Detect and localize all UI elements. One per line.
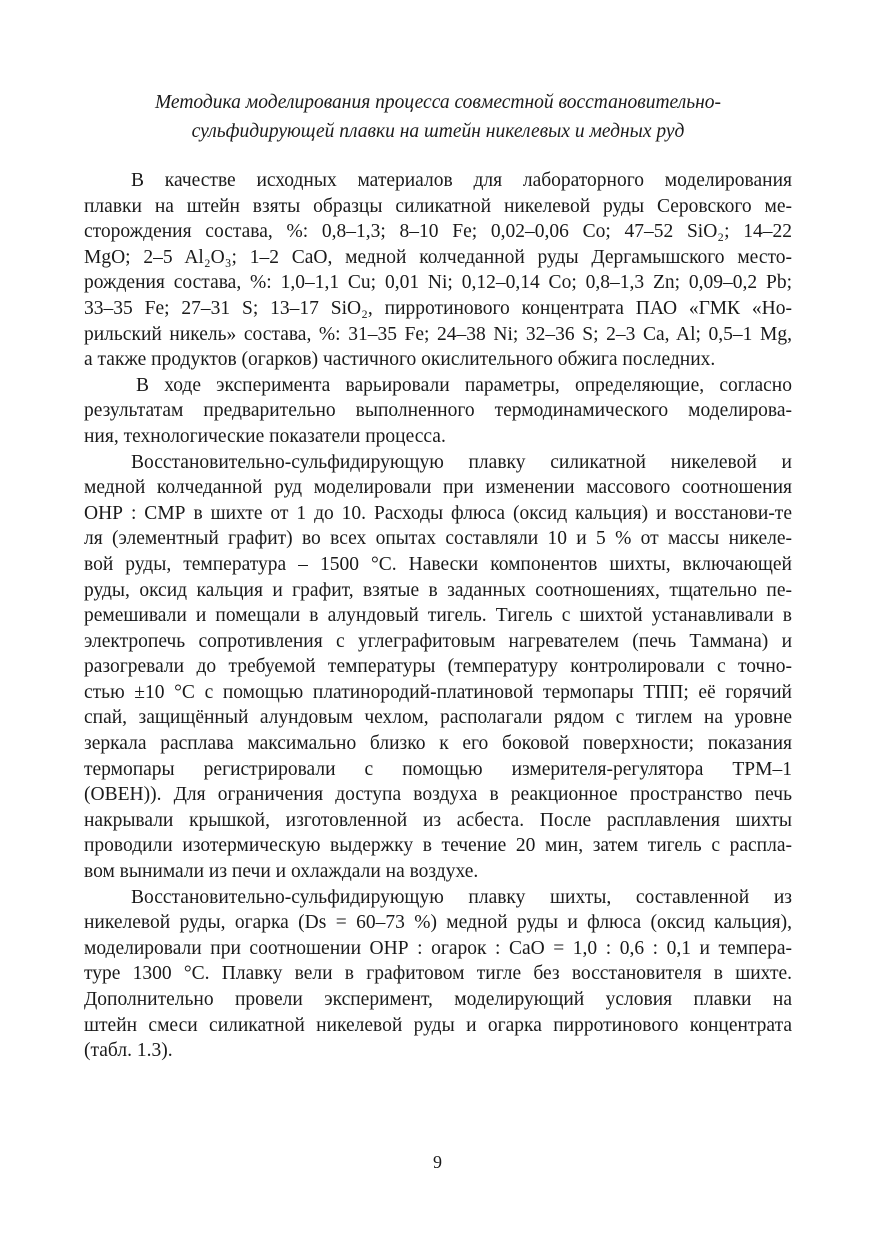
text-line: 33–35 Fe; 27–31 S; 13–17 SiO₂, пирротинового концентрата ПАО «ГМК «Но-	[84, 297, 792, 319]
text-line: В ходе эксперимента варьировали параметры, определяющие, согласно	[136, 374, 792, 396]
text-line: рильский никель» состава, %: 31–35 Fe; 24–38 Ni; 32–36 S; 2–3 Ca, Al; 0,5–1 Mg,	[84, 323, 792, 345]
text-line: сторождения состава, %: 0,8–1,3; 8–10 Fe; 0,02–0,06 Co; 47–52 SiO₂; 14–22	[84, 221, 792, 243]
text-line: Дополнительно провели эксперимент, моделирующий условия плавки на	[84, 989, 792, 1010]
paragraph	[84, 168, 792, 373]
text-line: ния, технологические показатели процесса.	[84, 425, 446, 447]
text-line: вом вынимали из печи и охлаждали на воздухе.	[84, 861, 479, 883]
text-line: Восстановительно-сульфидирующую плавку шихты, составленной из	[131, 886, 792, 908]
paragraph	[84, 885, 792, 1064]
heading-line-2: сульфидирующей плавки на штейн никелевых и медных руд	[191, 121, 685, 142]
text-line: моделировали при соотношении ОНР : огарок : CaO = 1,0 : 0,6 : 0,1 и темпера-	[84, 937, 792, 959]
text-line: (табл. 1.3).	[84, 1040, 173, 1062]
text-line: ОНР : СМР в шихте от 1 до 10. Расходы флюса (оксид кальция) и восстанови-те	[84, 502, 792, 524]
text-line: проводили изотермическую выдержку в течение 20 мин, затем тигель с распла-	[84, 835, 792, 857]
text-line: электропечь сопротивления с углеграфитовым нагревателем (печь Таммана) и	[84, 630, 792, 652]
text-line: штейн смеси силикатной никелевой руды и огарка пирротинового концентрата	[84, 1014, 792, 1036]
text-line: вой руды, температура – 1500 °С. Навески компонентов шихты, включающей	[84, 553, 792, 575]
text-line: спай, защищённый алундовым чехлом, располагали рядом с тиглем на уровне	[84, 707, 792, 729]
text-line: MgO; 2–5 Al₂O₃; 1–2 CaO, медной колчеданной руды Дергамышского место-	[84, 246, 792, 268]
text-line: плавки на штейн взяты образцы силикатной никелевой руды Серовского ме-	[84, 195, 792, 217]
text-line: никелевой руды, огарка (Ds = 60–73 %) медной руды и флюса (оксид кальция),	[84, 912, 792, 934]
heading-line-1: Методика моделирования процесса совместной восстановительно-	[154, 92, 722, 113]
text-line: В качестве исходных материалов для лабораторного моделирования	[131, 170, 792, 191]
section-heading	[84, 88, 792, 146]
text-line: рождения состава, %: 1,0–1,1 Cu; 0,01 Ni; 0,12–0,14 Co; 0,8–1,3 Zn; 0,09–0,2 Pb;	[84, 272, 792, 294]
text-line: термопары регистрировали с помощью измерителя-регулятора ТРМ–1	[84, 758, 792, 780]
text-line: а также продуктов (огарков) частичного окислительного обжига последних.	[84, 349, 716, 371]
text-line: накрывали крышкой, изготовленной из асбеста. После расплавления шихты	[84, 809, 792, 831]
text-line: (ОВЕН)). Для ограничения доступа воздуха в реакционное пространство печь	[84, 784, 792, 806]
text-line: результатам предварительно выполненного термодинамического моделирова-	[84, 400, 792, 422]
body-text	[84, 168, 792, 1064]
text-line: ремешивали и помещали в алундовый тигель. Тигель с шихтой устанавливали в	[84, 605, 792, 627]
page-number: 9	[433, 1152, 442, 1172]
text-line: зеркала расплава максимально близко к его боковой поверхности; показания	[84, 733, 792, 755]
paragraph	[84, 450, 792, 885]
text-line: разогревали до требуемой температуры (температуру контролировали с точно-	[84, 656, 792, 678]
text-line: руды, оксид кальция и графит, взятые в заданных соотношениях, тщательно пе-	[84, 579, 792, 601]
text-line: стью ±10 °С с помощью платинородий-платиновой термопары ТПП; её горячий	[84, 681, 792, 703]
text-line: туре 1300 °С. Плавку вели в графитовом тигле без восстановителя в шихте.	[84, 963, 792, 985]
text-line: Восстановительно-сульфидирующую плавку силикатной никелевой и	[131, 451, 792, 473]
paragraph	[84, 373, 792, 450]
text-line: ля (элементный графит) во всех опытах составляли 10 и 5 % от массы никеле-	[84, 528, 792, 550]
text-line: медной колчеданной руд моделировали при изменении массового соотношения	[84, 477, 792, 499]
